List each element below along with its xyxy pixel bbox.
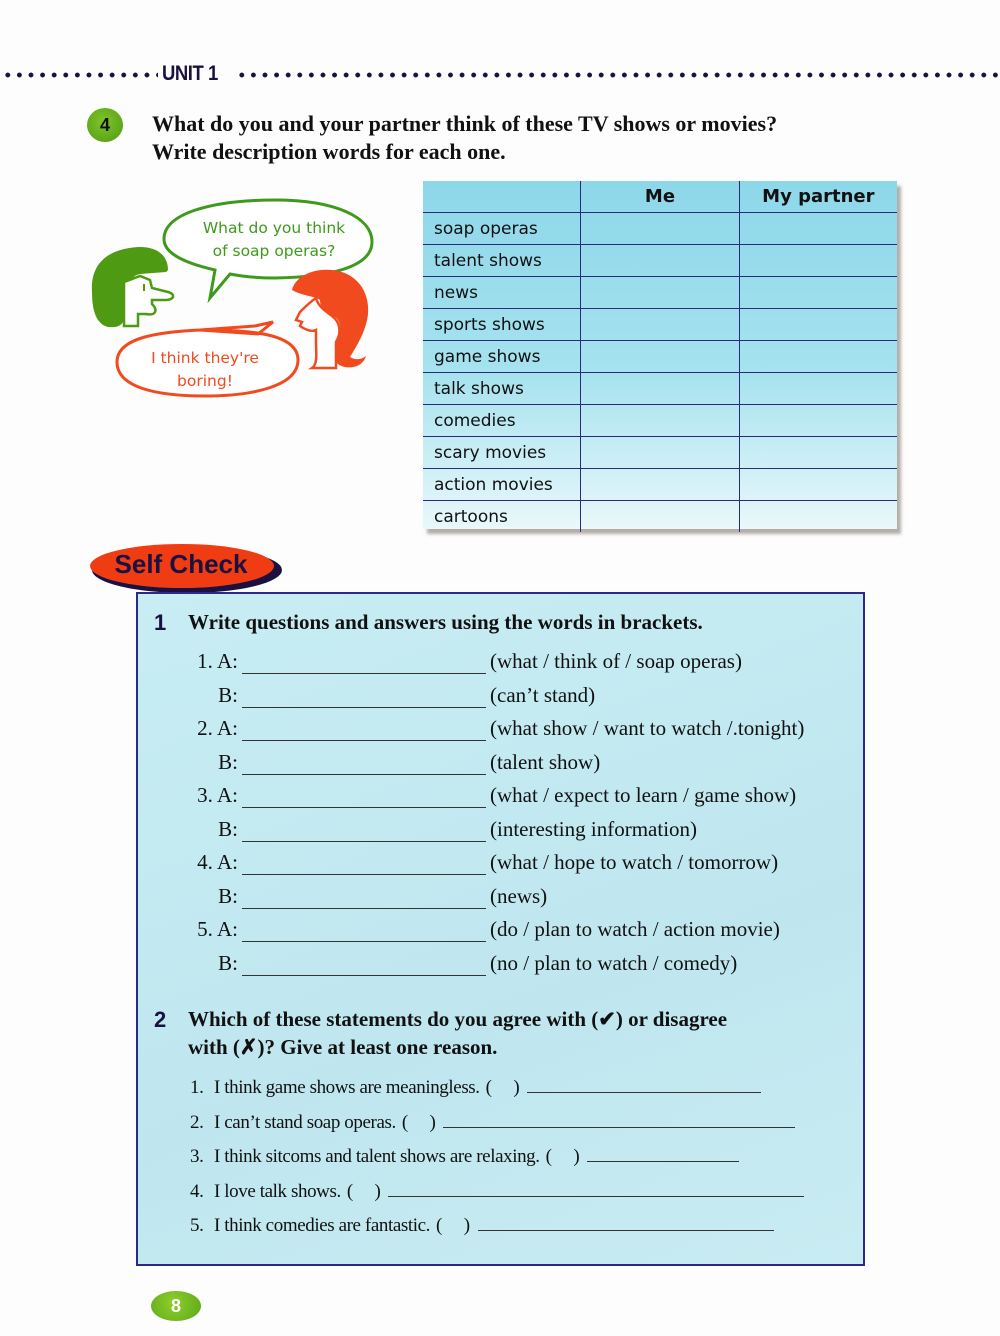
agree-mark-box[interactable]: ( ) <box>545 1146 580 1167</box>
me-cell[interactable] <box>581 245 739 277</box>
bracket-hint: (interesting information) <box>490 816 698 841</box>
partner-cell[interactable] <box>739 245 897 277</box>
partner-cell[interactable] <box>739 373 897 405</box>
reason-blank[interactable] <box>388 1178 804 1197</box>
table-row <box>423 437 897 469</box>
speech-bubble-answer <box>125 347 285 393</box>
agree-mark-box[interactable]: ( ) <box>485 1077 520 1098</box>
reason-blank[interactable] <box>527 1074 761 1093</box>
me-cell[interactable] <box>581 277 739 309</box>
bracket-hint: (news) <box>490 883 548 908</box>
qa-item <box>186 645 856 678</box>
table-row <box>423 245 897 277</box>
me-cell[interactable] <box>581 373 739 405</box>
table-row <box>423 341 897 373</box>
statement-number: 1. <box>190 1077 204 1098</box>
exercise-4-instructions <box>152 110 912 166</box>
bracket-hint: (can’t stand) <box>490 682 596 707</box>
qa-label: B: <box>218 749 238 774</box>
partner-cell[interactable] <box>739 469 897 501</box>
me-cell[interactable] <box>581 213 739 245</box>
answer-blank[interactable] <box>242 941 486 942</box>
exercise-number-badge <box>87 108 123 142</box>
instruction-line-2: Write description words for each one. <box>152 139 506 164</box>
answer-blank[interactable] <box>242 841 486 842</box>
bracket-hint: (no / plan to watch / comedy) <box>490 950 738 975</box>
agree-mark-box[interactable]: ( ) <box>401 1111 436 1133</box>
statement-text: I think comedies are fantastic. <box>214 1215 431 1236</box>
page-number-badge <box>151 1291 201 1321</box>
reason-blank[interactable] <box>443 1109 795 1128</box>
statement-item <box>190 1143 739 1177</box>
answer-blank[interactable] <box>242 807 486 808</box>
table-row <box>423 277 897 309</box>
show-name: talent shows <box>423 245 581 277</box>
question-2-number: 2 <box>154 1007 167 1032</box>
qa-item <box>186 813 856 846</box>
statement-number: 4. <box>190 1180 204 1202</box>
qa-label: 1. A: <box>197 649 238 673</box>
answer-blank[interactable] <box>242 874 486 875</box>
reason-blank[interactable] <box>587 1143 739 1162</box>
answer-blank[interactable] <box>242 975 486 976</box>
statement-text: I think game shows are meaningless. <box>214 1077 480 1098</box>
me-cell[interactable] <box>581 469 739 501</box>
answer-blank[interactable] <box>242 673 486 674</box>
page-number: 8 <box>170 1295 181 1316</box>
table-row <box>423 373 897 405</box>
question-2-title-line: Which of these statements do you agree with (✔) or disagree <box>188 1007 728 1031</box>
qa-label: B: <box>218 950 238 975</box>
me-cell[interactable] <box>581 341 739 373</box>
statement-item <box>190 1212 774 1246</box>
unit-label: UNIT 1 <box>162 62 218 85</box>
qa-item <box>186 880 856 913</box>
partner-cell[interactable] <box>739 437 897 469</box>
question-1-number: 1 <box>154 610 167 635</box>
qa-item <box>186 679 856 712</box>
bracket-hint: (what / think of / soap operas) <box>490 649 742 673</box>
partner-cell[interactable] <box>739 309 897 341</box>
show-name: cartoons <box>423 501 581 533</box>
agree-mark-box[interactable]: ( ) <box>436 1215 470 1236</box>
qa-item <box>186 712 856 745</box>
me-cell[interactable] <box>581 437 739 469</box>
reason-blank[interactable] <box>478 1212 774 1231</box>
bubble-line: What do you think <box>202 219 346 237</box>
answer-blank[interactable] <box>242 908 486 909</box>
dotted-rule-left <box>2 72 158 78</box>
opinion-table <box>423 181 897 532</box>
bubble-line: of soap operas? <box>212 242 336 260</box>
me-cell[interactable] <box>581 405 739 437</box>
partner-cell[interactable] <box>739 501 897 533</box>
question-2-title-line: with (✗)? Give at least one reason. <box>188 1035 498 1059</box>
unit-header <box>0 62 1000 86</box>
statement-text: I can’t stand soap operas. <box>214 1111 396 1133</box>
partner-cell[interactable] <box>739 405 897 437</box>
show-name: action movies <box>423 469 581 501</box>
me-cell[interactable] <box>581 501 739 533</box>
table-row <box>423 469 897 501</box>
partner-cell[interactable] <box>739 277 897 309</box>
statement-item <box>190 1178 804 1212</box>
table-header-row <box>423 181 897 213</box>
qa-item <box>186 779 856 812</box>
exercise-number: 4 <box>99 114 110 135</box>
bubble-line: boring! <box>177 372 233 390</box>
header-show <box>423 181 581 213</box>
statement-number: 5. <box>190 1215 204 1236</box>
green-person-icon <box>92 247 173 327</box>
qa-item <box>186 947 856 980</box>
qa-label: 5. A: <box>197 917 238 941</box>
self-check-panel <box>136 592 865 1266</box>
table-row <box>423 405 897 437</box>
statement-item <box>190 1109 795 1143</box>
show-name: soap operas <box>423 213 581 245</box>
tv-shows-table <box>423 181 897 529</box>
show-name: talk shows <box>423 373 581 405</box>
qa-label: B: <box>218 883 238 908</box>
bubble-line: I think they're <box>151 349 259 367</box>
show-name: game shows <box>423 341 581 373</box>
bracket-hint: (what / expect to learn / game show) <box>490 783 797 807</box>
agree-mark-box[interactable]: ( ) <box>346 1180 381 1202</box>
statement-number: 2. <box>190 1111 204 1133</box>
self-check-badge <box>87 542 283 594</box>
partner-cell[interactable] <box>739 213 897 245</box>
show-name: scary movies <box>423 437 581 469</box>
table-row <box>423 213 897 245</box>
me-cell[interactable] <box>581 309 739 341</box>
statement-number: 3. <box>190 1146 204 1167</box>
header-me: Me <box>581 181 739 213</box>
qa-label: 2. A: <box>197 716 238 740</box>
show-name: sports shows <box>423 309 581 341</box>
qa-item <box>186 846 856 879</box>
answer-blank[interactable] <box>242 774 486 775</box>
question-1-title: Write questions and answers using the words in brackets. <box>188 610 703 634</box>
qa-label: B: <box>218 816 238 841</box>
question-2-title <box>188 1005 727 1061</box>
table-row <box>423 309 897 341</box>
instruction-line-1: What do you and your partner think of these TV shows or movies? <box>152 111 778 136</box>
bracket-hint: (do / plan to watch / action movie) <box>490 917 780 941</box>
dotted-rule-right <box>236 72 1000 78</box>
bracket-hint: (what / hope to watch / tomorrow) <box>490 850 779 874</box>
statement-text: I love talk shows. <box>214 1180 341 1202</box>
table-row <box>423 501 897 533</box>
self-check-label: Self Check <box>114 549 248 579</box>
answer-blank[interactable] <box>242 707 486 708</box>
show-name: news <box>423 277 581 309</box>
red-person-icon <box>292 270 368 368</box>
qa-item <box>186 913 856 946</box>
qa-label: 4. A: <box>197 850 238 874</box>
answer-blank[interactable] <box>242 740 486 741</box>
bracket-hint: (what show / want to watch /.tonight) <box>490 716 805 740</box>
speech-bubble-question <box>184 217 364 263</box>
header-partner: My partner <box>739 181 897 213</box>
bracket-hint: (talent show) <box>490 749 601 774</box>
qa-item <box>186 746 856 779</box>
show-name: comedies <box>423 405 581 437</box>
partner-cell[interactable] <box>739 341 897 373</box>
dialogue-illustration <box>80 192 400 412</box>
qa-label: 3. A: <box>197 783 238 807</box>
qa-label: B: <box>218 682 238 707</box>
statement-text: I think sitcoms and talent shows are relaxing. <box>214 1146 540 1167</box>
statement-item <box>190 1074 761 1108</box>
